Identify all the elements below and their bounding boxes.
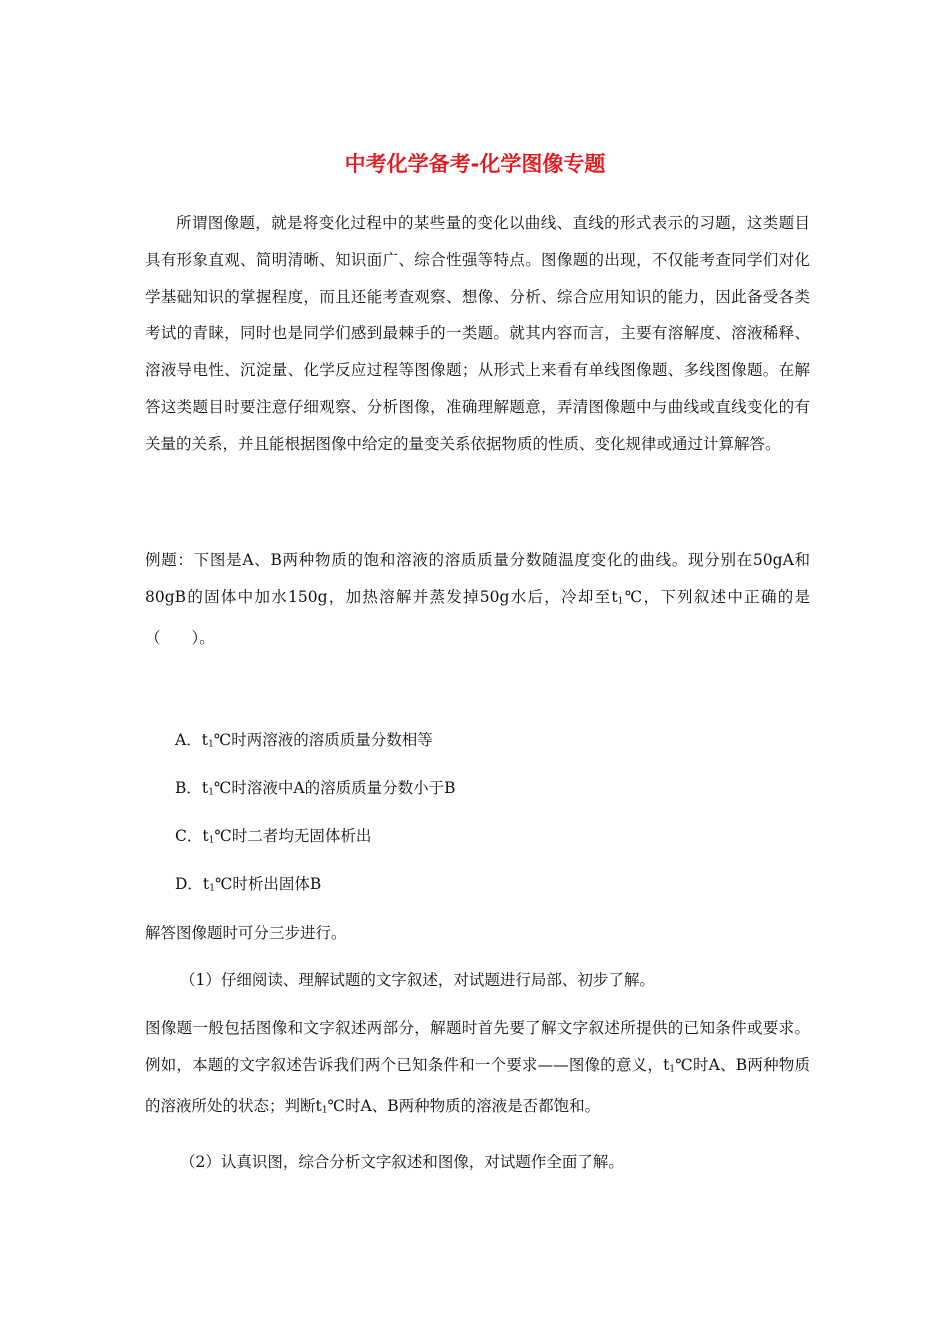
option-prefix: C．t <box>175 827 209 845</box>
subscript: 1 <box>617 595 624 607</box>
option-prefix: A．t <box>175 731 208 749</box>
intro-paragraph: 所谓图像题，就是将变化过程中的某些量的变化以曲线、直线的形式表示的习题，这类题目具有形象直观、简明清晰、知识面广、综合性强等特点。图像题的出现，不仅能考查同学们对化学基础知识的掌握程度，而且还能考查观察、想像、分析、综合应用知识的能力，因此备受各类考试的青睐，同时也是同学们感到最棘手的一类题。就其内容而言，主要有溶解度、溶液稀释、溶液导电性、沉淀量、化学反应过程等图像题；从形式上来看有单线图像题、多线图像题。在解答这类题目时要注意仔细观察、分析图像，准确理解题意，弄清图像题中与曲线或直线变化的有关量的关系，并且能根据图像中给定的量变关系依据物质的性质、变化规律或通过计算解答。 <box>145 214 810 453</box>
step-2-heading: （2）认真识图，综合分析文字叙述和图像，对试题作全面了解。 <box>180 1153 624 1171</box>
option-b <box>175 776 455 798</box>
subscript: 1 <box>669 1063 676 1075</box>
step-1-heading: （1）仔细阅读、理解试题的文字叙述，对试题进行局部、初步了解。 <box>180 971 655 989</box>
example-question <box>145 542 810 657</box>
option-text: ℃时两溶液的溶质质量分数相等 <box>213 731 433 749</box>
option-a <box>175 728 433 750</box>
step-1-detail <box>145 1010 810 1129</box>
example-text-2: ℃，下列叙述中正确的是（ ）。 <box>145 587 811 647</box>
option-d <box>175 872 321 894</box>
option-c <box>175 824 371 846</box>
detail-text-1: 图像题一般包括图像和文字叙述两部分，解题时首先要了解文字叙述所提供的已知条件或要求。例如，本题的文字叙述告诉我们两个已知条件和一个要求——图像的意义，t <box>145 1019 810 1074</box>
option-text: ℃时二者均无固体析出 <box>214 827 372 845</box>
steps-intro: 解答图像题时可分三步进行。 <box>145 924 347 942</box>
subscript: 1 <box>208 786 215 798</box>
detail-text-2: ℃时A、B两种物质的溶液所处的状态；判断t <box>145 1055 810 1115</box>
option-text: ℃时溶液中A的溶质质量分数小于B <box>214 779 456 797</box>
example-text-1: 例题：下图是A、B两种物质的饱和溶液的溶质质量分数随温度变化的曲线。现分别在50gA和80gB的固体中加水150g，加热溶解并蒸发掉50g水后，冷却至t <box>145 551 810 606</box>
subscript: 1 <box>209 882 216 894</box>
document-title: 中考化学备考-化学图像专题 <box>344 152 606 176</box>
option-text: ℃时析出固体B <box>215 875 322 893</box>
subscript: 1 <box>208 834 215 846</box>
option-prefix: D．t <box>175 875 210 893</box>
subscript: 1 <box>321 1104 328 1116</box>
subscript: 1 <box>207 738 214 750</box>
detail-text-3: ℃时A、B两种物质的溶液是否都饱和。 <box>327 1096 601 1115</box>
option-prefix: B．t <box>175 779 209 797</box>
